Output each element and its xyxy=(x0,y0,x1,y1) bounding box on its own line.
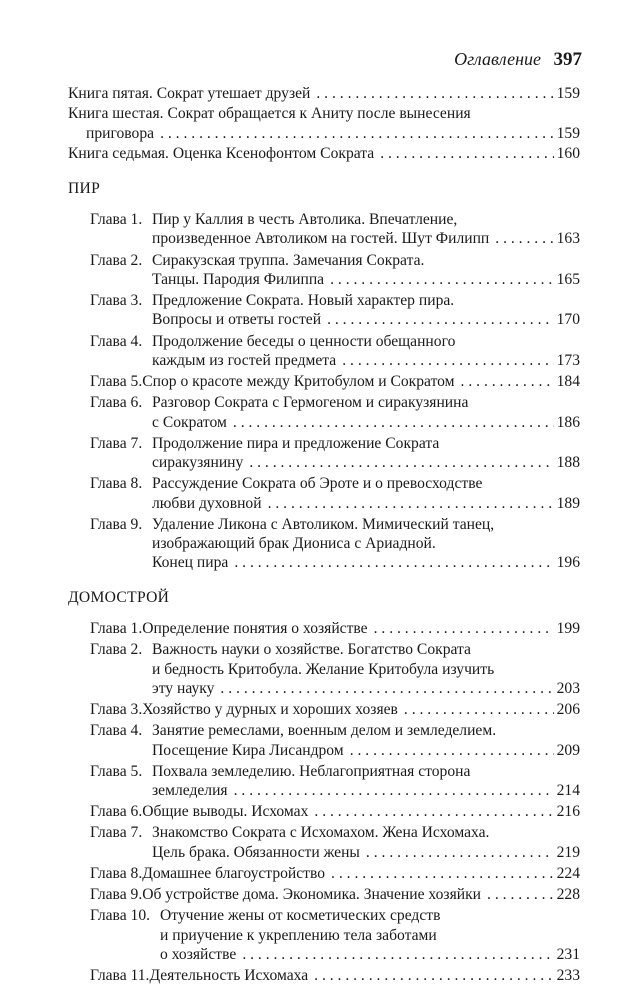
toc-entry-line xyxy=(90,762,580,781)
dot-leader xyxy=(350,741,554,760)
entry-title-text: изображающий брак Диониса с Ариадной. xyxy=(152,535,436,553)
section-heading: ДОМОСТРОЙ xyxy=(68,588,170,606)
dot-leader xyxy=(316,84,553,103)
entry-page-number: 159 xyxy=(556,124,580,142)
toc-entry-line xyxy=(90,721,580,740)
entry-title-text: Книга пятая. Сократ утешает друзей xyxy=(68,85,311,102)
toc-entry-line xyxy=(90,310,580,329)
entry-title-text: Рассуждение Сократа об Эроте и о превосходстве xyxy=(152,475,483,493)
page-header xyxy=(454,47,582,72)
entry-title-text: эту науку xyxy=(152,680,215,698)
toc-entry-line xyxy=(90,291,580,310)
entry-title-text: Разговор Сократа с Гермогеном и сиракузянина xyxy=(152,394,469,412)
chapter-number: Глава 6. xyxy=(90,394,143,412)
entry-title-text: Общие выводы. Исхомах xyxy=(142,803,309,821)
entry-page-number: 196 xyxy=(556,554,580,572)
toc-entry-line xyxy=(90,332,580,351)
dot-leader xyxy=(268,494,554,513)
toc-entry-line xyxy=(90,660,580,679)
toc-chapter-entry xyxy=(68,251,580,290)
dot-leader xyxy=(327,310,554,329)
toc-entry-line xyxy=(90,679,580,698)
sections xyxy=(68,179,580,986)
entry-title-text: приговора xyxy=(86,124,155,142)
toc-entry-line xyxy=(90,229,580,248)
entry-title-text: Книга шестая. Сократ обращается к Аниту после вынесения xyxy=(68,105,471,123)
entry-title-text: произведенное Автоликом на гостей. Шут Филипп xyxy=(152,230,490,248)
top-entries xyxy=(68,84,580,164)
entry-page-number: 199 xyxy=(556,620,580,638)
toc-chapter-entry xyxy=(68,700,580,719)
entry-page-number: 224 xyxy=(556,864,580,882)
entry-title-text: Вопросы и ответы гостей xyxy=(152,311,322,329)
dot-leader xyxy=(234,781,554,800)
entry-title-text: Посещение Кира Лисандром xyxy=(152,741,344,759)
dot-leader xyxy=(233,413,554,432)
toc-entry-line xyxy=(90,251,580,270)
entry-title-text: Предложение Сократа. Новый характер пира. xyxy=(152,292,455,310)
entry-page-number: 170 xyxy=(556,311,580,329)
entry-title-text: о хозяйстве xyxy=(160,945,237,963)
toc-entry-line xyxy=(90,700,580,719)
dot-leader xyxy=(242,945,553,964)
toc-entry-line xyxy=(90,434,580,453)
toc-entry-line xyxy=(68,84,580,103)
toc-chapter-entry xyxy=(68,393,580,432)
entry-title-text: каждым из гостей предмета xyxy=(152,351,337,369)
chapter-number: Глава 2. xyxy=(90,641,143,659)
running-head: Оглавление xyxy=(454,49,541,69)
toc-chapter-entry xyxy=(68,823,580,862)
dot-leader xyxy=(331,864,554,883)
dot-leader xyxy=(487,885,554,904)
dot-leader xyxy=(404,700,554,719)
toc-chapter-entry xyxy=(68,474,580,513)
toc-entry-line xyxy=(90,885,580,904)
entry-title-text: и бедность Критобула. Желание Критобула изучить xyxy=(152,660,495,678)
dot-leader xyxy=(374,619,554,638)
toc-entry-line xyxy=(90,864,580,883)
toc-entry-line xyxy=(90,210,580,229)
chapter-number: Глава 9. xyxy=(90,886,143,904)
entry-title-text: Об устройстве дома. Экономика. Значение хозяйки xyxy=(142,886,482,904)
toc-chapter-entry xyxy=(68,966,580,985)
entry-title-text: земледелия xyxy=(152,782,228,800)
entry-title-text: Конец пира xyxy=(152,554,229,572)
dot-leader xyxy=(330,270,554,289)
toc-chapter-entry xyxy=(68,885,580,904)
chapter-number: Глава 5. xyxy=(90,373,143,391)
entry-page-number: 159 xyxy=(556,85,580,102)
chapter-number: Глава 7. xyxy=(90,434,143,452)
toc-entry-line xyxy=(68,104,580,123)
dot-leader xyxy=(366,843,554,862)
toc-entry-line xyxy=(90,802,580,821)
chapter-number: Глава 4. xyxy=(90,722,143,740)
entry-page-number: 206 xyxy=(556,701,580,719)
entry-title-text: Книга седьмая. Оценка Ксенофонтом Сократа xyxy=(68,145,375,163)
toc-entry-line xyxy=(90,453,580,472)
entry-title-text: Продолжение пира и предложение Сократа xyxy=(152,434,440,452)
toc-entry-line xyxy=(90,413,580,432)
chapter-number: Глава 8. xyxy=(90,864,143,882)
entry-page-number: 184 xyxy=(556,373,580,391)
entry-title-text: Похвала земледелию. Неблагоприятная сторона xyxy=(152,762,471,780)
toc-chapter-entry xyxy=(68,210,580,249)
toc-chapter-entry xyxy=(68,619,580,638)
entry-page-number: 160 xyxy=(556,145,580,163)
toc-entry-line xyxy=(90,823,580,842)
entry-page-number: 219 xyxy=(556,843,580,861)
entry-page-number: 163 xyxy=(556,230,580,248)
entry-page-number: 203 xyxy=(556,680,580,698)
entry-title-text: Отучение жены от косметических средств xyxy=(160,907,441,925)
section-heading: ПИР xyxy=(68,179,101,197)
entry-title-text: любви духовной xyxy=(152,494,262,512)
entry-title-text: Домашнее благоустройство xyxy=(142,864,326,882)
dot-leader xyxy=(342,351,553,370)
entry-title-text: Цель брака. Обязанности жены xyxy=(152,843,360,861)
entry-title-text: Важность науки о хозяйстве. Богатство Сократа xyxy=(152,641,471,659)
entry-title-text: сиракузянину xyxy=(152,454,244,472)
toc-entry-line xyxy=(90,372,580,391)
toc-chapter-entry xyxy=(68,372,580,391)
chapter-number: Глава 8. xyxy=(90,475,143,493)
toc-entry-line xyxy=(90,945,580,964)
chapter-number: Глава 5. xyxy=(90,762,143,780)
entry-page-number: 188 xyxy=(556,454,580,472)
toc-entry-line xyxy=(90,553,580,572)
toc-chapter-entry xyxy=(68,434,580,473)
dot-leader xyxy=(380,144,553,163)
dot-leader xyxy=(461,372,554,391)
entry-page-number: 216 xyxy=(556,803,580,821)
table-of-contents xyxy=(68,84,580,987)
toc-entry-line xyxy=(90,640,580,659)
toc-entry-line xyxy=(90,966,580,985)
toc-chapter-entry xyxy=(68,864,580,883)
toc-entry-line xyxy=(90,393,580,412)
dot-leader xyxy=(234,553,553,572)
toc-chapter-entry xyxy=(68,332,580,371)
toc-entry-line xyxy=(90,494,580,513)
dot-leader xyxy=(160,124,554,143)
entry-title-text: Сиракузская труппа. Замечания Сократа. xyxy=(152,251,425,269)
entry-page-number: 209 xyxy=(556,741,580,759)
chapter-number: Глава 11. xyxy=(90,967,150,985)
toc-entry-line xyxy=(90,926,580,945)
chapter-number: Глава 3. xyxy=(90,701,143,719)
toc-chapter-entry xyxy=(68,762,580,801)
toc-entry-line xyxy=(90,351,580,370)
toc-book-entry xyxy=(68,84,580,103)
entry-title-text: и приучение к укреплению тела заботами xyxy=(160,926,437,944)
entry-page-number: 186 xyxy=(556,413,580,431)
entry-page-number: 231 xyxy=(556,945,580,963)
toc-chapter-entry xyxy=(68,640,580,698)
chapter-number: Глава 4. xyxy=(90,332,143,350)
chapter-number: Глава 6. xyxy=(90,803,143,821)
dot-leader xyxy=(249,453,553,472)
entry-title-text: Танцы. Пародия Филиппа xyxy=(152,270,325,288)
toc-chapter-entry xyxy=(68,291,580,330)
toc-entry-line xyxy=(90,741,580,760)
entry-title-text: Удаление Ликона с Автоликом. Мимический танец, xyxy=(152,515,495,533)
entry-title-text: с Сократом xyxy=(152,413,227,431)
chapter-number: Глава 1. xyxy=(90,211,143,229)
chapter-number: Глава 2. xyxy=(90,251,143,269)
entry-title-text: Определение понятия о хозяйстве xyxy=(142,620,368,638)
entry-page-number: 214 xyxy=(556,782,580,800)
dot-leader xyxy=(220,679,553,698)
entry-title-text: Продолжение беседы о ценности обещанного xyxy=(152,332,456,350)
chapter-number: Глава 1. xyxy=(90,620,143,638)
entry-title-text: Занятие ремеслами, военным делом и земледелием. xyxy=(152,722,497,740)
entry-title-text: Хозяйство у дурных и хороших хозяев xyxy=(142,701,398,719)
toc-entry-line xyxy=(68,144,580,163)
page-number: 397 xyxy=(553,49,582,70)
entry-page-number: 233 xyxy=(556,967,580,985)
toc-chapter-entry xyxy=(68,515,580,573)
entry-title-text: Пир у Каллия в честь Автолика. Впечатление, xyxy=(152,211,458,229)
toc-entry-line xyxy=(90,534,580,553)
toc-entry-line xyxy=(90,843,580,862)
chapter-number: Глава 10. xyxy=(90,907,151,925)
toc-chapter-entry xyxy=(68,721,580,760)
entry-title-text: Спор о красоте между Критобулом и Сократом xyxy=(142,373,455,391)
toc-book-entry xyxy=(68,104,580,143)
entry-page-number: 165 xyxy=(556,270,580,288)
dot-leader xyxy=(495,229,553,248)
toc-entry-line xyxy=(90,619,580,638)
toc-entry-line xyxy=(68,124,580,143)
entry-page-number: 189 xyxy=(556,494,580,512)
toc-section xyxy=(68,179,580,573)
entry-page-number: 228 xyxy=(556,886,580,904)
toc-entry-line xyxy=(90,906,580,925)
toc-chapter-entry xyxy=(68,802,580,821)
entry-page-number: 173 xyxy=(556,351,580,369)
chapter-number: Глава 3. xyxy=(90,292,143,310)
toc-book-entry xyxy=(68,144,580,163)
entry-title-text: Деятельность Исхомаха xyxy=(149,967,309,985)
toc-chapter-entry xyxy=(68,906,580,964)
toc-entry-line xyxy=(90,515,580,534)
dot-leader xyxy=(314,802,553,821)
toc-entry-line xyxy=(90,270,580,289)
dot-leader xyxy=(314,966,553,985)
toc-entry-line xyxy=(90,781,580,800)
chapter-number: Глава 9. xyxy=(90,515,143,533)
toc-entry-line xyxy=(90,474,580,493)
entry-title-text: Знакомство Сократа с Исхомахом. Жена Исхомаха. xyxy=(152,824,490,842)
toc-section xyxy=(68,588,580,986)
chapter-number: Глава 7. xyxy=(90,824,143,842)
